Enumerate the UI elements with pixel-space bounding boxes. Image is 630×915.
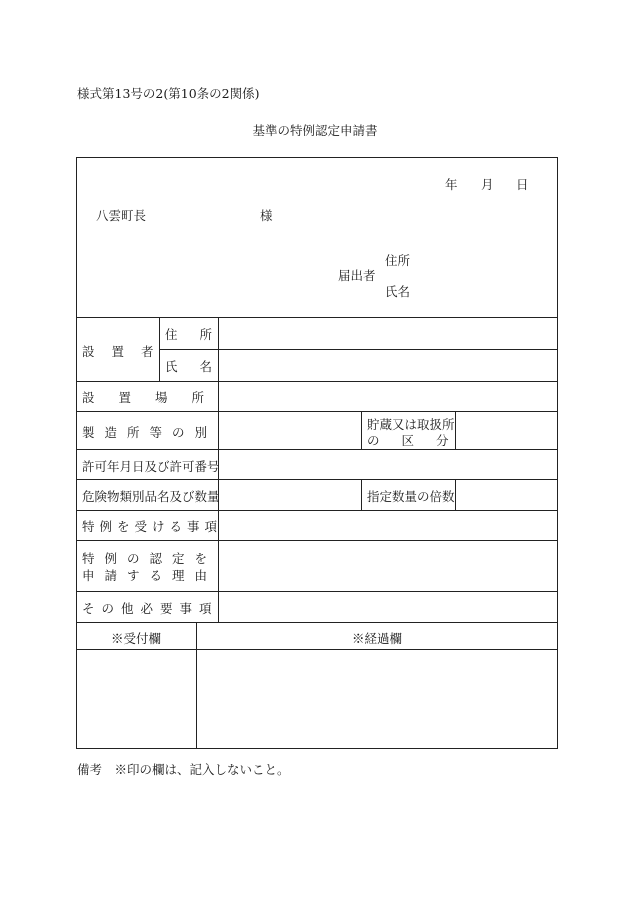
reason-line-2: 申請する理由 xyxy=(82,568,218,583)
storage-type-label-2-text: の区分 xyxy=(367,433,471,448)
location-label xyxy=(82,388,228,406)
row-divider xyxy=(76,381,558,382)
installer-name-text: 氏名 xyxy=(165,359,235,374)
category-label xyxy=(82,423,217,441)
other-matters-label xyxy=(82,599,219,617)
reason-label-1 xyxy=(82,549,217,567)
hazardous-material-label: 危険物類別品名及び数量 xyxy=(82,489,220,504)
installer-address-text: 住所 xyxy=(165,327,235,342)
storage-type-label-1: 貯蔵又は取扱所 xyxy=(367,417,455,432)
installer-name-label xyxy=(165,357,235,375)
row-divider xyxy=(76,479,558,480)
form-number: 様式第13号の2(第10条の2関係) xyxy=(77,86,260,101)
row-divider xyxy=(76,510,558,511)
row-divider xyxy=(76,540,558,541)
column-divider xyxy=(455,479,456,510)
location-label-text: 設置場所 xyxy=(82,390,229,405)
reception-column-header: ※受付欄 xyxy=(110,631,161,646)
column-divider xyxy=(361,479,362,510)
year-label: 年 xyxy=(445,177,458,192)
installer-address-label xyxy=(165,325,235,343)
installer-label xyxy=(82,342,171,360)
applicant-label: 届出者 xyxy=(338,268,376,283)
reason-line-1: 特例の認定を xyxy=(82,551,218,566)
month-label: 月 xyxy=(481,177,494,192)
special-matters-label xyxy=(82,517,222,535)
other-matters-text: その他必要事項 xyxy=(82,601,219,616)
remarks-note: 備考 ※印の欄は、記入しないこと。 xyxy=(77,762,290,777)
applicant-name-label: 氏名 xyxy=(385,284,411,299)
progress-column-header: ※経過欄 xyxy=(351,631,402,646)
row-divider xyxy=(76,449,558,450)
document-title: 基準の特例認定申請書 xyxy=(252,123,378,138)
permit-label: 許可年月日及び許可番号 xyxy=(82,459,220,474)
row-divider xyxy=(76,317,558,318)
reason-label-2 xyxy=(82,566,217,584)
addressee: 八雲町長 xyxy=(96,208,147,223)
row-divider xyxy=(76,591,558,592)
storage-type-label-2 xyxy=(367,431,471,449)
row-divider xyxy=(76,649,558,650)
applicant-address-label: 住所 xyxy=(385,253,411,268)
installer-label-text: 設置者 xyxy=(82,344,171,359)
column-divider xyxy=(361,411,362,449)
day-label: 日 xyxy=(516,177,529,192)
special-matters-text: 特例を受ける事項 xyxy=(82,519,223,534)
category-label-text: 製造所等の別 xyxy=(82,425,218,440)
row-divider xyxy=(76,411,558,412)
honorific: 様 xyxy=(260,208,273,223)
designated-quantity-multiple-label: 指定数量の倍数 xyxy=(367,489,455,504)
